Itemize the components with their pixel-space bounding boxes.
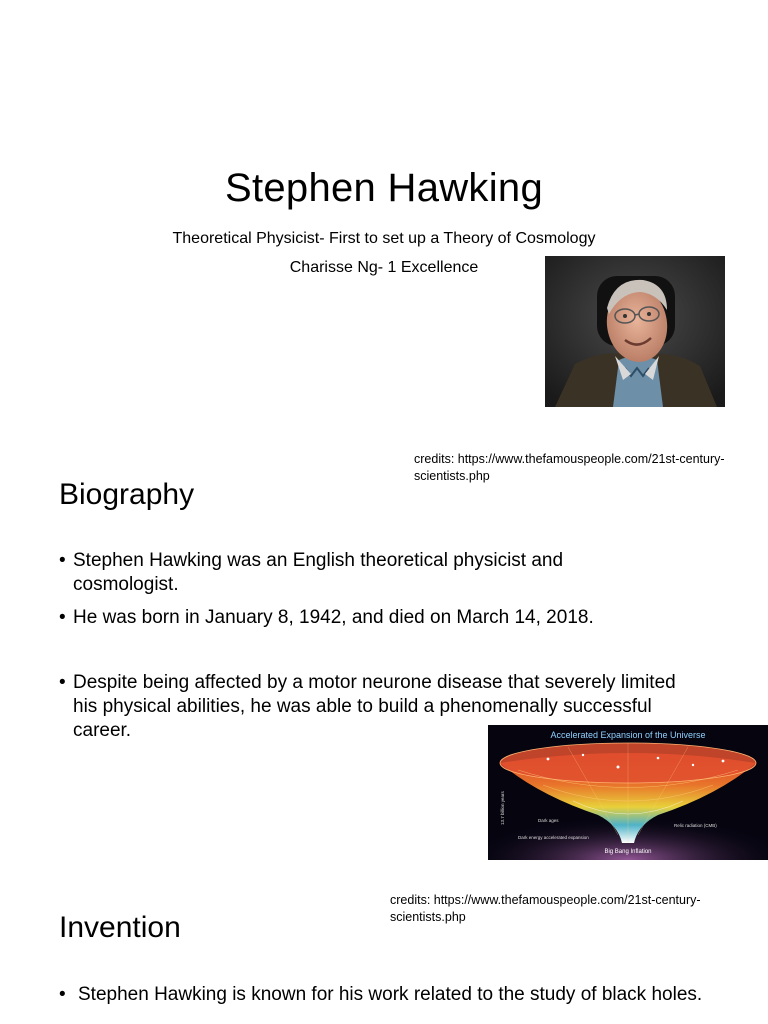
- list-item: • Stephen Hawking was an English theoretical physicist and cosmologist.: [59, 549, 619, 597]
- image-credits: credits: https://www.thefamouspeople.com/21st-century-scientists.php: [414, 452, 725, 483]
- image-credits: credits: https://www.thefamouspeople.com/21st-century-scientists.php: [390, 893, 701, 924]
- slide-title: Stephen Hawking: [224, 166, 544, 210]
- hawking-portrait-photo: [545, 256, 725, 407]
- universe-expansion-image: [488, 725, 768, 860]
- slide-author: Charisse Ng- 1 Excellence: [289, 259, 479, 276]
- image-label-big-bang: Big Bang Inflation: [604, 849, 652, 855]
- image-label-axis: 13.7 billion years: [500, 791, 505, 825]
- list-item: • Stephen Hawking is known for his work related to the study of black holes.: [59, 983, 739, 1007]
- invention-heading: Invention: [59, 911, 181, 944]
- image-title: Accelerated Expansion of the Universe: [550, 730, 706, 740]
- slide-subtitle: Theoretical Physicist- First to set up a Theory of Cosmology: [172, 230, 596, 247]
- bullet-list: [59, 606, 659, 630]
- image-label-dark-ages: Dark ages: [538, 818, 559, 823]
- image-label-dark-energy: Dark energy accelerated expansion: [518, 835, 589, 840]
- bullet-list: [59, 983, 739, 1007]
- list-item: • Despite being affected by a motor neurone disease that severely limited his physical abilities, he was able to build a phenomenally successful career.: [59, 671, 679, 743]
- list-item: • He was born in January 8, 1942, and died on March 14, 2018.: [59, 606, 659, 630]
- biography-heading: Biography: [59, 478, 195, 511]
- image-label-cmb: Relic radiation (CMB): [674, 823, 717, 828]
- bullet-list: [59, 549, 619, 597]
